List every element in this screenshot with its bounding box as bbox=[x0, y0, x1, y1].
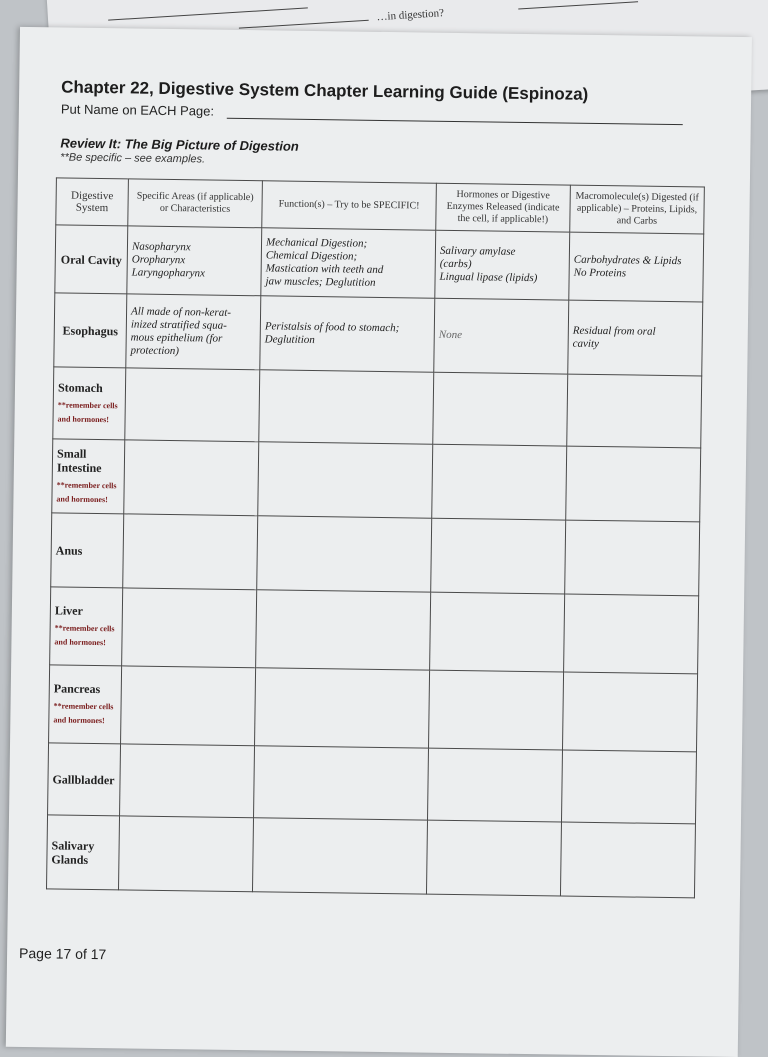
header-hormones-enzymes: Hormones or Digestive Enzymes Released (indicate the cell, if applicable!) bbox=[436, 183, 571, 232]
cell-digestive-system bbox=[50, 587, 123, 666]
table-row bbox=[55, 225, 704, 302]
organ-reminder-note: **remember cells and hormones! bbox=[56, 479, 117, 504]
cell-text-line: Salivary amylase bbox=[439, 244, 516, 258]
cell-text-line: Lingual lipase (lipids) bbox=[439, 270, 538, 285]
cell-text-line: Laryngopharynx bbox=[131, 266, 206, 280]
cell-text-line: Oropharynx bbox=[131, 253, 186, 267]
cell-macromolecules[interactable] bbox=[565, 520, 700, 596]
section-instruction: **Be specific – see examples. bbox=[60, 151, 206, 166]
cell-text-line: None bbox=[438, 328, 463, 342]
organ-reminder-note: **remember cells and hormones! bbox=[53, 700, 114, 725]
organ-name: Stomach bbox=[57, 379, 103, 395]
cell-digestive-system bbox=[51, 513, 124, 588]
cell-text-line: Residual from oral bbox=[572, 324, 656, 338]
cell-text-line: jaw muscles; Deglutition bbox=[265, 274, 376, 289]
cell-functions[interactable] bbox=[252, 818, 427, 894]
cell-macromolecules[interactable] bbox=[561, 750, 696, 824]
table-row bbox=[52, 439, 701, 522]
cell-text-line: protection) bbox=[130, 343, 180, 357]
cell-functions[interactable] bbox=[259, 370, 434, 444]
organ-name: Pancreas bbox=[53, 680, 101, 696]
cell-specific-areas[interactable] bbox=[118, 816, 253, 892]
page-number: Page 17 of 17 bbox=[18, 944, 107, 963]
cell-functions[interactable] bbox=[260, 296, 435, 372]
header-digestive-system: Digestive System bbox=[56, 178, 129, 226]
table-row bbox=[54, 293, 703, 376]
cell-hormones-enzymes[interactable] bbox=[431, 518, 566, 594]
cell-specific-areas[interactable] bbox=[121, 666, 256, 746]
table-row bbox=[53, 367, 702, 448]
cell-specific-areas[interactable] bbox=[125, 368, 260, 442]
cell-macromolecules[interactable] bbox=[568, 300, 703, 376]
cell-text-line: (carbs) bbox=[439, 257, 472, 271]
cell-hormones-enzymes[interactable] bbox=[434, 298, 569, 374]
cell-text-line: inized stratified squa- bbox=[130, 317, 227, 332]
cell-specific-areas[interactable] bbox=[127, 226, 262, 296]
cell-hormones-enzymes[interactable] bbox=[433, 372, 568, 446]
cell-digestive-system bbox=[54, 293, 127, 368]
table-row bbox=[50, 587, 699, 674]
name-label: Put Name on EACH Page: bbox=[60, 101, 215, 119]
cell-specific-areas[interactable] bbox=[123, 514, 258, 590]
table-row bbox=[49, 665, 698, 752]
table-row bbox=[47, 815, 696, 898]
cell-text-line: Mechanical Digestion; bbox=[265, 235, 368, 250]
cell-digestive-system bbox=[52, 439, 125, 514]
cell-text-line: Peristalsis of food to stomach; bbox=[264, 319, 400, 334]
organ-name: Oral Cavity bbox=[60, 251, 122, 267]
organ-name: Gallbladder bbox=[52, 771, 115, 787]
header-macromolecules: Macromolecule(s) Digested (if applicable) – Proteins, Lipids, and Carbs bbox=[570, 185, 705, 234]
cell-text-line: mous epithelium (for bbox=[130, 330, 223, 345]
cell-digestive-system bbox=[53, 367, 126, 440]
cell-specific-areas[interactable] bbox=[120, 744, 255, 818]
learning-guide-table bbox=[46, 177, 705, 898]
header-functions: Function(s) – Try to be SPECIFIC! bbox=[262, 181, 437, 230]
organ-reminder-note: **remember cells and hormones! bbox=[57, 399, 118, 424]
page-title: Chapter 22, Digestive System Chapter Learning Guide (Espinoza) bbox=[61, 77, 589, 104]
organ-name: Esophagus bbox=[62, 323, 119, 338]
cell-functions[interactable] bbox=[258, 442, 433, 518]
section-title: Review It: The Big Picture of Digestion bbox=[60, 135, 299, 154]
organ-name: Small Intestine bbox=[56, 445, 102, 475]
worksheet-page bbox=[6, 27, 752, 1057]
cell-macromolecules[interactable] bbox=[567, 374, 702, 448]
cell-macromolecules[interactable] bbox=[566, 446, 701, 522]
cell-macromolecules[interactable] bbox=[560, 822, 695, 898]
cell-functions[interactable] bbox=[257, 516, 432, 592]
cell-hormones-enzymes[interactable] bbox=[430, 592, 565, 672]
cell-text-line: Mastication with teeth and bbox=[265, 261, 384, 276]
cell-text-line: cavity bbox=[572, 337, 600, 350]
cell-functions[interactable] bbox=[255, 668, 430, 748]
previous-page-text: …in digestion? bbox=[376, 7, 445, 24]
cell-specific-areas[interactable] bbox=[124, 440, 259, 516]
cell-functions[interactable] bbox=[261, 228, 436, 298]
cell-hormones-enzymes[interactable] bbox=[435, 230, 570, 300]
cell-macromolecules[interactable] bbox=[569, 232, 704, 302]
cell-text-line: Nasopharynx bbox=[131, 240, 191, 254]
cell-functions[interactable] bbox=[254, 746, 429, 820]
cell-text-line: Chemical Digestion; bbox=[265, 248, 358, 263]
table-row bbox=[48, 743, 697, 824]
cell-text-line: Carbohydrates & Lipids bbox=[573, 253, 682, 267]
cell-text-line: Deglutition bbox=[264, 332, 315, 346]
cell-hormones-enzymes[interactable] bbox=[427, 748, 562, 822]
cell-text-line: All made of non-kerat- bbox=[130, 304, 232, 319]
cell-digestive-system bbox=[48, 743, 121, 816]
cell-text-line: No Proteins bbox=[573, 266, 627, 279]
organ-name: Anus bbox=[55, 542, 83, 558]
cell-specific-areas[interactable] bbox=[126, 294, 261, 370]
table-row bbox=[51, 513, 700, 596]
cell-macromolecules[interactable] bbox=[564, 594, 699, 674]
organ-name: Salivary Glands bbox=[51, 837, 95, 867]
header-specific-areas: Specific Areas (if applicable) or Characteristics bbox=[128, 179, 263, 228]
cell-digestive-system bbox=[49, 665, 122, 744]
organ-name: Liver bbox=[54, 602, 83, 618]
cell-specific-areas[interactable] bbox=[122, 588, 257, 668]
cell-hormones-enzymes[interactable] bbox=[429, 670, 564, 750]
cell-digestive-system bbox=[47, 815, 120, 890]
cell-hormones-enzymes[interactable] bbox=[432, 444, 567, 520]
cell-functions[interactable] bbox=[256, 590, 431, 670]
cell-hormones-enzymes[interactable] bbox=[426, 820, 561, 896]
cell-macromolecules[interactable] bbox=[562, 672, 697, 752]
organ-reminder-note: **remember cells and hormones! bbox=[54, 622, 115, 647]
cell-digestive-system bbox=[55, 225, 128, 294]
name-field-line[interactable] bbox=[227, 118, 683, 125]
